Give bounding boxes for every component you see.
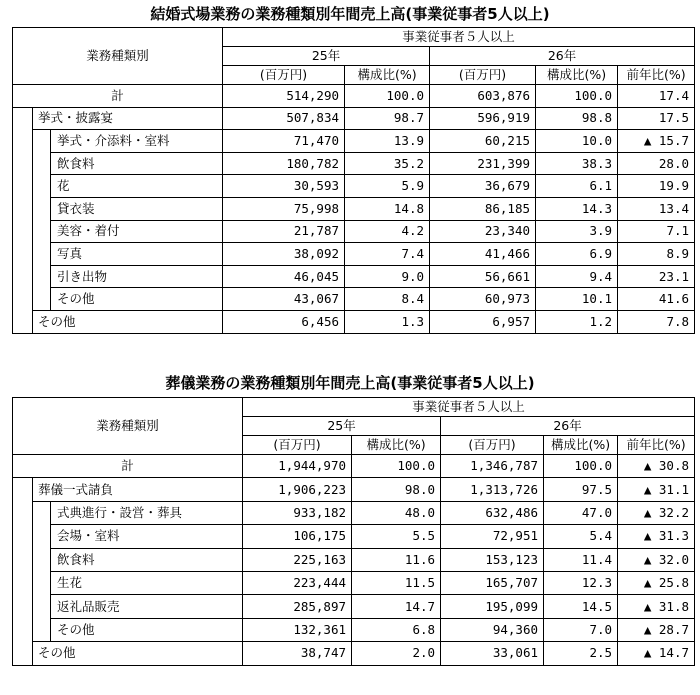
cell-r2: 6.1: [536, 175, 618, 198]
cell-r1: 48.0: [352, 501, 441, 524]
cell-y: ▲ 15.7: [618, 130, 695, 153]
indent-spacer: [13, 548, 33, 571]
cell-v1: 132,361: [243, 618, 352, 641]
cell-v1: 38,092: [223, 243, 345, 266]
cell-v1: 1,944,970: [243, 455, 352, 478]
row-label: 式典進行・設営・葬具: [51, 501, 243, 524]
row-label: 飲食料: [51, 548, 243, 571]
table-row: [13, 220, 695, 243]
cell-y: ▲ 30.8: [618, 455, 695, 478]
table-row: [13, 642, 695, 665]
indent-spacer: [33, 288, 51, 311]
row-label: 計: [13, 455, 243, 478]
cell-r2: 2.5: [544, 642, 618, 665]
cell-r2: 9.4: [536, 265, 618, 288]
category-header: 業務種類別: [13, 28, 223, 85]
cell-y: ▲ 31.3: [618, 525, 695, 548]
row-label: 引き出物: [51, 265, 223, 288]
cell-v1: 225,163: [243, 548, 352, 571]
row-label: 生花: [51, 571, 243, 594]
cell-r1: 2.0: [352, 642, 441, 665]
cell-r1: 14.8: [345, 197, 430, 220]
row-label: 挙式・披露宴: [33, 107, 223, 130]
table-row: [13, 525, 695, 548]
table-row: [13, 85, 695, 108]
table-row: [13, 310, 695, 333]
table-row: [13, 501, 695, 524]
unit-header: (百万円): [441, 436, 544, 455]
row-label: 美容・着付: [51, 220, 223, 243]
indent-spacer: [33, 220, 51, 243]
table-row: [13, 175, 695, 198]
cell-r2: 3.9: [536, 220, 618, 243]
indent-spacer: [33, 501, 51, 524]
unit-header: (百万円): [243, 436, 352, 455]
cell-v2: 72,951: [441, 525, 544, 548]
funeral-sales-table: [12, 397, 695, 666]
cell-r1: 5.9: [345, 175, 430, 198]
cell-v2: 1,346,787: [441, 455, 544, 478]
cell-r1: 1.3: [345, 310, 430, 333]
row-label: その他: [33, 642, 243, 665]
cell-v2: 231,399: [430, 152, 536, 175]
indent-spacer: [13, 175, 33, 198]
table-row: [13, 618, 695, 641]
cell-v2: 60,973: [430, 288, 536, 311]
cell-y: 13.4: [618, 197, 695, 220]
indent-spacer: [33, 571, 51, 594]
table-row: [13, 107, 695, 130]
cell-r1: 13.9: [345, 130, 430, 153]
indent-spacer: [33, 243, 51, 266]
cell-v1: 285,897: [243, 595, 352, 618]
indent-spacer: [33, 265, 51, 288]
ratio-header: 構成比(%): [536, 66, 618, 85]
cell-v1: 38,747: [243, 642, 352, 665]
indent-spacer: [33, 548, 51, 571]
table-row: [13, 288, 695, 311]
yoy-header: 前年比(%): [618, 66, 695, 85]
table1-title: 結婚式場業務の業務種類別年間売上高(事業従事者5人以上): [150, 5, 550, 23]
table-row: [13, 548, 695, 571]
ratio-header: 構成比(%): [352, 436, 441, 455]
cell-y: 17.5: [618, 107, 695, 130]
cell-r2: 14.5: [544, 595, 618, 618]
cell-y: ▲ 31.1: [618, 478, 695, 501]
cell-v2: 56,661: [430, 265, 536, 288]
table-row: [13, 571, 695, 594]
row-label: その他: [51, 288, 223, 311]
indent-spacer: [13, 243, 33, 266]
cell-r2: 1.2: [536, 310, 618, 333]
cell-y: ▲ 32.2: [618, 501, 695, 524]
cell-y: ▲ 31.8: [618, 595, 695, 618]
cell-r1: 11.6: [352, 548, 441, 571]
yoy-header: 前年比(%): [618, 436, 695, 455]
cell-v1: 1,906,223: [243, 478, 352, 501]
indent-spacer: [13, 197, 33, 220]
ratio-header: 構成比(%): [345, 66, 430, 85]
cell-r2: 97.5: [544, 478, 618, 501]
indent-spacer: [13, 130, 33, 153]
indent-spacer: [33, 595, 51, 618]
cell-y: ▲ 32.0: [618, 548, 695, 571]
cell-v1: 21,787: [223, 220, 345, 243]
cell-r2: 5.4: [544, 525, 618, 548]
cell-v2: 23,340: [430, 220, 536, 243]
indent-spacer: [13, 220, 33, 243]
indent-spacer: [13, 288, 33, 311]
cell-r1: 8.4: [345, 288, 430, 311]
cell-r1: 98.7: [345, 107, 430, 130]
cell-v2: 165,707: [441, 571, 544, 594]
indent-spacer: [13, 478, 33, 501]
cell-v1: 43,067: [223, 288, 345, 311]
group-header: 事業従事者５人以上: [223, 28, 695, 47]
cell-v1: 507,834: [223, 107, 345, 130]
cell-v1: 180,782: [223, 152, 345, 175]
cell-y: 28.0: [618, 152, 695, 175]
cell-v1: 6,456: [223, 310, 345, 333]
cell-r2: 11.4: [544, 548, 618, 571]
cell-v2: 632,486: [441, 501, 544, 524]
cell-v2: 6,957: [430, 310, 536, 333]
cell-y: 19.9: [618, 175, 695, 198]
indent-spacer: [13, 152, 33, 175]
cell-y: 23.1: [618, 265, 695, 288]
ratio-header: 構成比(%): [544, 436, 618, 455]
cell-r2: 12.3: [544, 571, 618, 594]
cell-r1: 7.4: [345, 243, 430, 266]
cell-v1: 106,175: [243, 525, 352, 548]
cell-v1: 223,444: [243, 571, 352, 594]
cell-r1: 98.0: [352, 478, 441, 501]
indent-spacer: [13, 595, 33, 618]
group-header: 事業従事者５人以上: [243, 398, 695, 417]
cell-v2: 603,876: [430, 85, 536, 108]
row-label: その他: [51, 618, 243, 641]
cell-r2: 100.0: [536, 85, 618, 108]
row-label: 計: [13, 85, 223, 108]
cell-v1: 71,470: [223, 130, 345, 153]
cell-v2: 596,919: [430, 107, 536, 130]
cell-v2: 60,215: [430, 130, 536, 153]
table-row: [13, 130, 695, 153]
indent-spacer: [33, 175, 51, 198]
row-label: 挙式・介添料・室料: [51, 130, 223, 153]
table-row: [13, 152, 695, 175]
cell-r2: 100.0: [544, 455, 618, 478]
indent-spacer: [13, 310, 33, 333]
year1-header: 25年: [223, 47, 430, 66]
wedding-sales-table: [12, 27, 695, 334]
cell-v2: 33,061: [441, 642, 544, 665]
table2-title: 葬儀業務の業務種類別年間売上高(事業従事者5人以上): [165, 374, 535, 392]
row-label: 会場・室料: [51, 525, 243, 548]
indent-spacer: [33, 197, 51, 220]
cell-y: ▲ 14.7: [618, 642, 695, 665]
cell-r1: 14.7: [352, 595, 441, 618]
cell-r2: 38.3: [536, 152, 618, 175]
cell-v2: 41,466: [430, 243, 536, 266]
table-row: [13, 243, 695, 266]
row-label: 飲食料: [51, 152, 223, 175]
cell-v2: 36,679: [430, 175, 536, 198]
row-label: 返礼品販売: [51, 595, 243, 618]
cell-r1: 6.8: [352, 618, 441, 641]
year2-header: 26年: [441, 417, 695, 436]
cell-r1: 9.0: [345, 265, 430, 288]
indent-spacer: [13, 107, 33, 130]
cell-y: ▲ 25.8: [618, 571, 695, 594]
cell-r1: 100.0: [352, 455, 441, 478]
table-row: [13, 478, 695, 501]
unit-header: (百万円): [223, 66, 345, 85]
indent-spacer: [33, 525, 51, 548]
year2-header: 26年: [430, 47, 695, 66]
row-label: 写真: [51, 243, 223, 266]
cell-v1: 75,998: [223, 197, 345, 220]
indent-spacer: [13, 265, 33, 288]
table-row: [13, 197, 695, 220]
cell-v2: 1,313,726: [441, 478, 544, 501]
cell-y: 7.8: [618, 310, 695, 333]
cell-r2: 98.8: [536, 107, 618, 130]
table-row: [13, 265, 695, 288]
cell-r1: 5.5: [352, 525, 441, 548]
cell-v1: 933,182: [243, 501, 352, 524]
indent-spacer: [13, 618, 33, 641]
cell-v1: 46,045: [223, 265, 345, 288]
cell-r2: 47.0: [544, 501, 618, 524]
table-row: [13, 455, 695, 478]
cell-r2: 14.3: [536, 197, 618, 220]
indent-spacer: [13, 642, 33, 665]
cell-v2: 195,099: [441, 595, 544, 618]
cell-r2: 10.1: [536, 288, 618, 311]
cell-v2: 86,185: [430, 197, 536, 220]
row-label: その他: [33, 310, 223, 333]
row-label: 花: [51, 175, 223, 198]
unit-header: (百万円): [430, 66, 536, 85]
cell-v2: 94,360: [441, 618, 544, 641]
cell-r1: 11.5: [352, 571, 441, 594]
row-label: 葬儀一式請負: [33, 478, 243, 501]
cell-y: ▲ 28.7: [618, 618, 695, 641]
cell-v2: 153,123: [441, 548, 544, 571]
row-label: 貸衣装: [51, 197, 223, 220]
cell-r1: 4.2: [345, 220, 430, 243]
cell-r2: 10.0: [536, 130, 618, 153]
year1-header: 25年: [243, 417, 441, 436]
cell-y: 41.6: [618, 288, 695, 311]
indent-spacer: [33, 130, 51, 153]
indent-spacer: [33, 152, 51, 175]
cell-y: 17.4: [618, 85, 695, 108]
cell-v1: 30,593: [223, 175, 345, 198]
cell-y: 7.1: [618, 220, 695, 243]
category-header: 業務種類別: [13, 398, 243, 455]
indent-spacer: [33, 618, 51, 641]
table-row: [13, 595, 695, 618]
indent-spacer: [13, 571, 33, 594]
cell-r2: 6.9: [536, 243, 618, 266]
indent-spacer: [13, 501, 33, 524]
cell-r1: 100.0: [345, 85, 430, 108]
indent-spacer: [13, 525, 33, 548]
cell-r2: 7.0: [544, 618, 618, 641]
cell-r1: 35.2: [345, 152, 430, 175]
cell-y: 8.9: [618, 243, 695, 266]
cell-v1: 514,290: [223, 85, 345, 108]
